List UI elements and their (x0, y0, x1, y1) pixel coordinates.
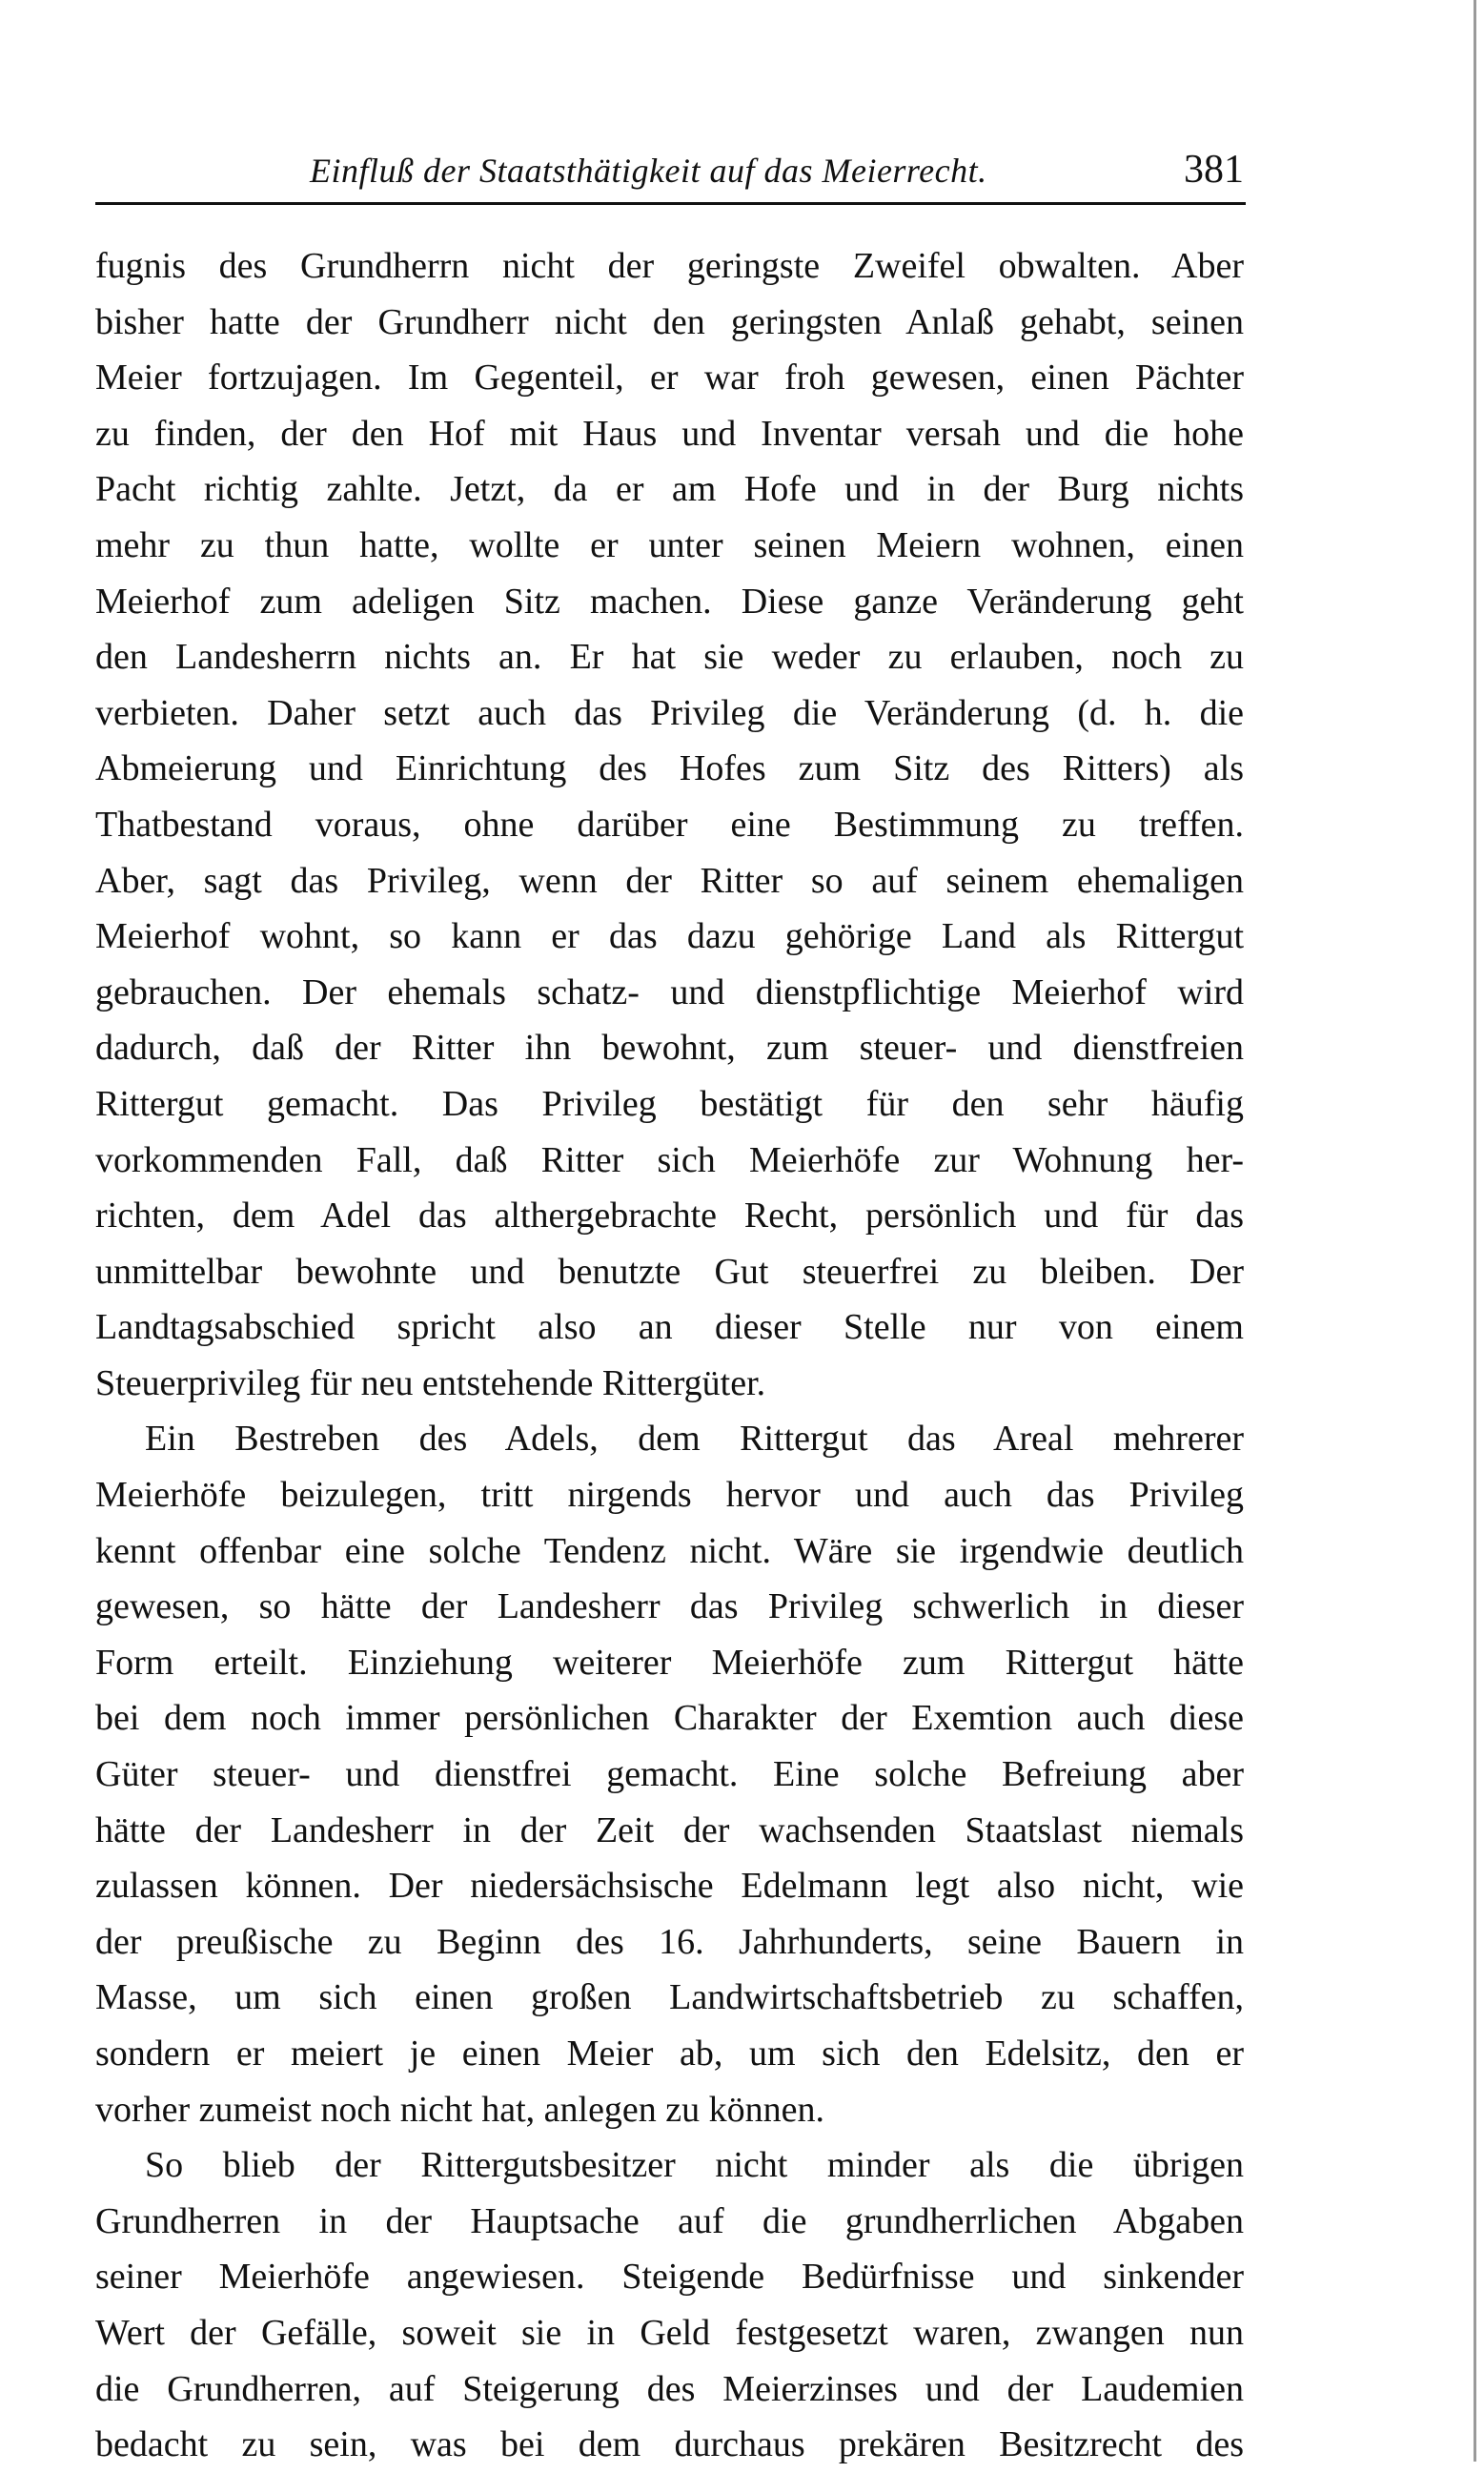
running-header (95, 145, 1244, 198)
page-number: 381 (1184, 148, 1244, 192)
text-line: gebrauchen. Der ehemals schatz- und dienstpflichtige Meierhof wird (95, 971, 1244, 1012)
text-line: So blieb der Rittergutsbesitzer nicht minder als die übrigen (145, 2145, 1244, 2186)
text-line: Meier fortzujagen. Im Gegenteil, er war froh gewesen, einen Pächter (95, 358, 1244, 399)
text-line: verbieten. Daher setzt auch das Privileg die Veränderung (d. h. die (95, 692, 1244, 733)
text-line: Masse, um sich einen großen Landwirtschaftsbetrieb zu schaffen, (95, 1977, 1244, 2018)
text-line: Meierhof zum adeligen Sitz machen. Diese ganze Veränderung geht (95, 581, 1244, 622)
text-line: Thatbestand voraus, ohne darüber eine Bestimmung zu treffen. (95, 804, 1244, 845)
body-text (95, 238, 1244, 2473)
text-line: Meierhöfe beizulegen, tritt nirgends hervor und auch das Privileg (95, 1475, 1244, 1516)
header-rule (95, 202, 1246, 205)
text-line: bedacht zu sein, was bei dem durchaus prekären Besitzrecht des (95, 2424, 1244, 2465)
running-title: Einfluß der Staatsthätigkeit auf das Meierrecht. (310, 152, 987, 190)
text-line: Aber, sagt das Privileg, wenn der Ritter so auf seinem ehemaligen (95, 860, 1244, 901)
text-line: richten, dem Adel das althergebrachte Recht, persönlich und für das (95, 1196, 1244, 1236)
text-line: kennt offenbar eine solche Tendenz nicht. Wäre sie irgendwie deutlich (95, 1530, 1244, 1571)
text-line: mehr zu thun hatte, wollte er unter seinen Meiern wohnen, einen (95, 524, 1244, 565)
text-line: der preußische zu Beginn des 16. Jahrhunderts, seine Bauern in (95, 1921, 1244, 1962)
text-line: Wert der Gefälle, soweit sie in Geld festgesetzt waren, zwangen nun (95, 2312, 1244, 2353)
text-line: Landtagsabschied spricht also an dieser Stelle nur von einem (95, 1307, 1244, 1348)
page-edge (1474, 0, 1476, 2462)
paragraph (95, 238, 1244, 1411)
text-line: bisher hatte der Grundherr nicht den geringsten Anlaß gehabt, seinen (95, 301, 1244, 342)
text-line: unmittelbar bewohnte und benutzte Gut steuerfrei zu bleiben. Der (95, 1251, 1244, 1292)
text-line: Form erteilt. Einziehung weiterer Meierhöfe zum Rittergut hätte (95, 1642, 1244, 1683)
text-line: den Landesherrn nichts an. Er hat sie weder zu erlauben, noch zu (95, 637, 1244, 678)
text-line: Abmeierung und Einrichtung des Hofes zum Sitz des Ritters) als (95, 748, 1244, 789)
text-line: dadurch, daß der Ritter ihn bewohnt, zum steuer- und dienstfreien (95, 1028, 1244, 1069)
text-line: seiner Meierhöfe angewiesen. Steigende Bedürfnisse und sinkender (95, 2257, 1244, 2298)
text-line: zulassen können. Der niedersächsische Edelmann legt also nicht, wie (95, 1866, 1244, 1907)
text-line: gewesen, so hätte der Landesherr das Privileg schwerlich in dieser (95, 1586, 1244, 1627)
text-line: vorkommenden Fall, daß Ritter sich Meierhöfe zur Wohnung her- (95, 1139, 1244, 1180)
text-line: bei dem noch immer persönlichen Charakter der Exemtion auch diese (95, 1698, 1244, 1739)
text-line: die Grundherren, auf Steigerung des Meierzinses und der Laudemien (95, 2368, 1244, 2409)
text-line: Meierhof wohnt, so kann er das dazu gehörige Land als Rittergut (95, 916, 1244, 957)
text-line: Rittergut gemacht. Das Privileg bestätigt für den sehr häufig (95, 1083, 1244, 1124)
text-line: zu finden, der den Hof mit Haus und Inventar versah und die hohe (95, 413, 1244, 454)
text-line: fugnis des Grundherrn nicht der geringste Zweifel obwalten. Aber (95, 246, 1244, 286)
text-line: Grundherren in der Hauptsache auf die grundherrlichen Abgaben (95, 2200, 1244, 2241)
text-line: hätte der Landesherr in der Zeit der wachsenden Staatslast niemals (95, 1809, 1244, 1850)
text-line: Pacht richtig zahlte. Jetzt, da er am Hofe und in der Burg nichts (95, 469, 1244, 510)
text-line: Güter steuer- und dienstfrei gemacht. Eine solche Befreiung aber (95, 1754, 1244, 1795)
text-line: sondern er meiert je einen Meier ab, um sich den Edelsitz, den er (95, 2034, 1244, 2074)
text-line: Ein Bestreben des Adels, dem Rittergut das Areal mehrerer (145, 1419, 1244, 1460)
paragraph (95, 2137, 1244, 2473)
paragraph (95, 1411, 1244, 2137)
text-line: Steuerprivileg für neu entstehende Rittergüter. (95, 1362, 766, 1403)
text-line: vorher zumeist noch nicht hat, anlegen zu können. (95, 2089, 825, 2130)
